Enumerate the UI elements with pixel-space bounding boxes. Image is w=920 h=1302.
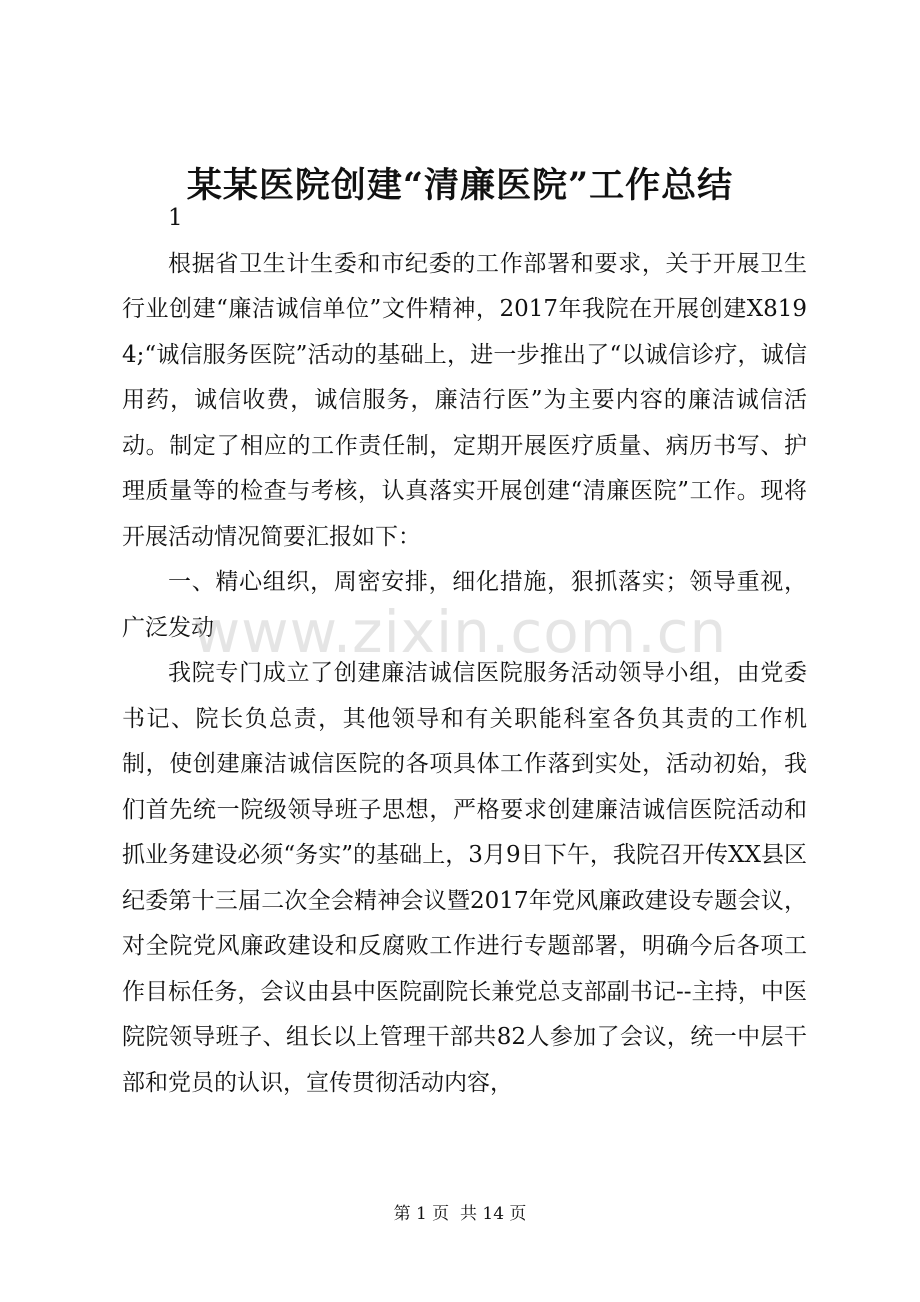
page-number: 第 1 页 共 14 页 xyxy=(393,1204,527,1224)
document-body xyxy=(122,196,807,1106)
body-paragraph-main: 我院专门成立了创建廉洁诚信医院服务活动领导小组，由党委书记、院长负总责，其他领导和有关职能科室各负其责的工作机制，使创建廉洁诚信医院的各项具体工作落到实处，活动初始，我们首先统一院级领导班子思想，严格要求创建廉洁诚信医院活动和抓业务建设必须“务实”的基础上，3月9日下午，我院召开传XX县区纪委第十三届二次全会精神会议暨2017年党风廉政建设专题会议，对全院党风廉政建设和反腐败工作进行专题部署，明确今后各项工作目标任务，会议由县中医院副院长兼党总支部副书记--主持，中医院院领导班子、组长以上管理干部共82人参加了会议，统一中层干部和党员的认识，宣传贯彻活动内容， xyxy=(122,660,807,1096)
page-footer xyxy=(0,1202,920,1226)
document-title: 某某医院创建“清廉医院”工作总结 xyxy=(186,165,734,206)
section-heading: 一、精心组织，周密安排，细化措施，狠抓落实；领导重视，广泛发动 xyxy=(122,569,807,641)
body-paragraph-intro: 根据省卫生计生委和市纪委的工作部署和要求，关于开展卫生行业创建“廉洁诚信单位”文件精神，2017年我院在开展创建X8194;“诚信服务医院”活动的基础上，进一步推出了“以诚信诊疗，诚信用药，诚信收费，诚信服务，廉洁行医”为主要内容的廉洁诚信活动。制定了相应的工作责任制，定期开展医疗质量、病历书写、护理质量等的检查与考核，认真落实开展创建“清廉医院”工作。现将开展活动情况简要汇报如下： xyxy=(122,250,807,550)
watermark: www.zixin.com.cn xyxy=(192,598,728,666)
section-number: 1 xyxy=(168,205,183,231)
